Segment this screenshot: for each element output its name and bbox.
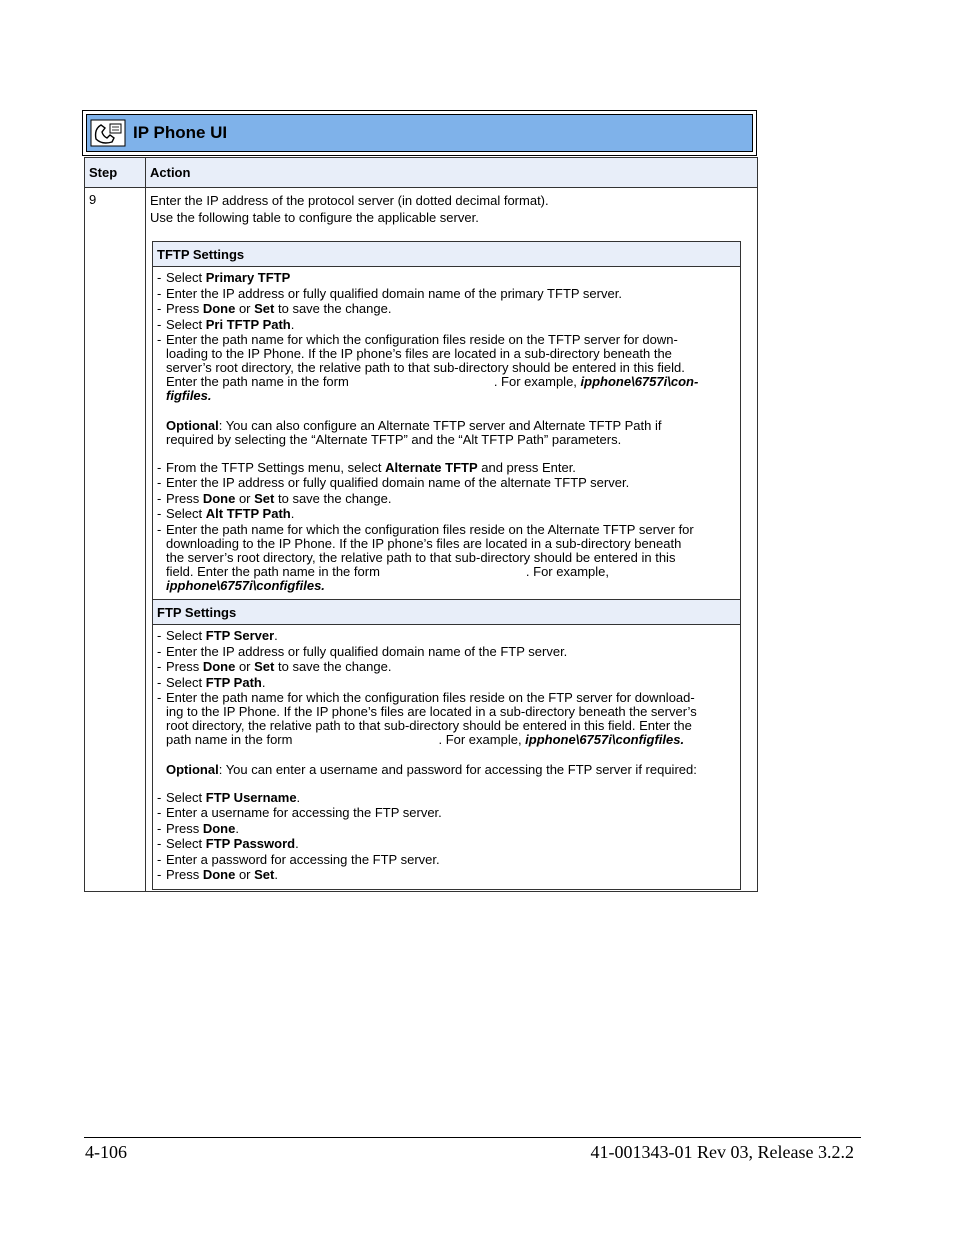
list-item: - Press Done or Set. <box>157 867 278 882</box>
banner-fill <box>86 114 753 152</box>
list-item: - Press Done. <box>157 820 239 836</box>
step-number: 9 <box>85 188 146 892</box>
list-item: - Select FTP Password. <box>157 836 299 851</box>
page-number: 4-106 <box>85 1142 127 1162</box>
list-item: - Enter the IP address or fully qualified domain name of the FTP server. <box>157 643 568 659</box>
optional-note: Optional: You can also configure an Alternate TFTP server and Alternate TFTP Path if required by selecting the “Alternate TFTP” and the “Alt TFTP Path” parameters. <box>166 417 662 447</box>
list-item: - Enter a username for accessing the FTP server. <box>157 805 442 820</box>
list-item: - Select Alt TFTP Path. <box>157 506 295 521</box>
list-item: - Enter a password for accessing the FTP server. <box>157 851 440 867</box>
list-item: - Press Done or Set to save the change. <box>157 659 392 674</box>
list-item: - Press Done or Set to save the change. <box>157 301 392 316</box>
procedure-header-row <box>85 158 758 188</box>
procedure-table <box>84 157 758 892</box>
list-item: - Select FTP Path. <box>157 674 266 690</box>
ftp-settings-header: FTP Settings <box>153 600 741 625</box>
list-item: - Enter the IP address or fully qualified domain name of the alternate TFTP server. <box>157 475 630 490</box>
document-revision: 41-001343-01 Rev 03, Release 3.2.2 <box>590 1142 854 1162</box>
intro-line-2: Use the following table to configure the applicable server. <box>150 210 479 225</box>
ip-phone-ui-banner <box>82 110 757 156</box>
phone-icon <box>90 119 126 147</box>
list-item: - Press Done or Set to save the change. <box>157 490 392 506</box>
footer-divider <box>84 1137 861 1138</box>
list-item: - Select Primary TFTP <box>157 270 291 285</box>
list-item: - Select Pri TFTP Path. <box>157 316 295 332</box>
server-settings-table <box>152 241 741 890</box>
procedure-row <box>85 188 758 892</box>
action-cell <box>146 188 758 892</box>
ftp-settings-body <box>153 625 741 890</box>
tftp-settings-header: TFTP Settings <box>153 242 741 267</box>
optional-note: Optional: You can enter a username and password for accessing the FTP server if required: <box>166 761 697 777</box>
action-column-header: Action <box>146 158 758 188</box>
step-column-header: Step <box>85 158 146 188</box>
tftp-settings-body <box>153 267 741 600</box>
list-item: - Enter the path name for which the configuration files reside on the TFTP server for down- loading to the IP Phone. If the IP phone’s files are located in a sub-directory beneath the server’s root directory, the relative path to that sub-directory should be entered in this field. Enter the path name in the form . For example, ipphone\6757i\con- figfiles. <box>157 332 699 403</box>
list-item: - Select FTP Server. <box>157 628 278 643</box>
banner-title: IP Phone UI <box>133 123 228 142</box>
list-item: - Enter the path name for which the configuration files reside on the FTP server for download- ing to the IP Phone. If the IP phone’s files are located in a sub-directory beneath the server’s root directory, the relative path to that sub-directory should be entered in this field. Enter the path name in the form . For example, ipphone\6757i\configfiles. <box>157 690 697 747</box>
list-item: - Enter the path name for which the configuration files reside on the Alternate TFTP server for downloading to the IP Phone. If the IP phone’s files are located in a sub-directory beneath the server’s root directory, the relative path to that sub-directory should be entered in this field. Enter the path name in the form . For example, ipphone\6757i\configfiles. <box>157 521 694 593</box>
list-item: - Select FTP Username. <box>157 789 301 805</box>
intro-line-1: Enter the IP address of the protocol server (in dotted decimal format). <box>150 193 549 208</box>
list-item: - From the TFTP Settings menu, select Alternate TFTP and press Enter. <box>157 459 576 475</box>
list-item: - Enter the IP address or fully qualified domain name of the primary TFTP server. <box>157 285 622 301</box>
